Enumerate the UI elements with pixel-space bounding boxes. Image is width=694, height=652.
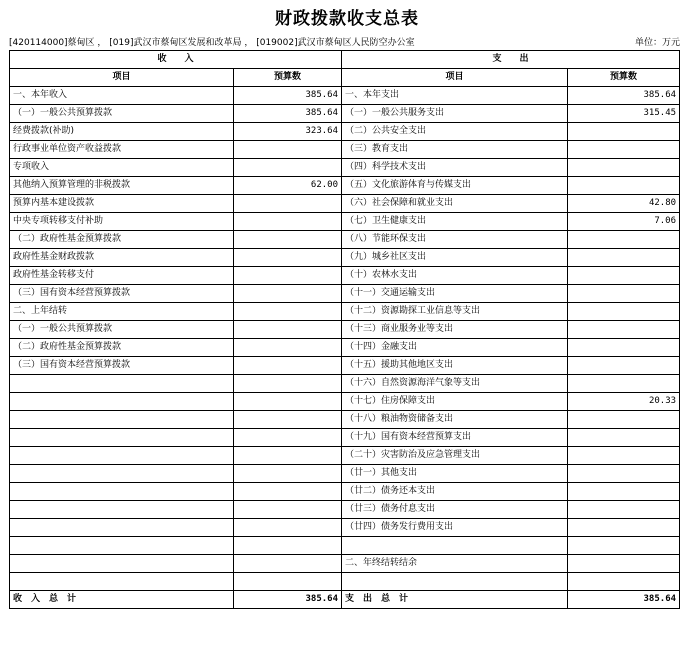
expense-value-cell xyxy=(568,285,680,303)
income-value-cell xyxy=(234,573,342,591)
expense-item-cell: （十七）住房保障支出 xyxy=(342,393,568,411)
income-item-cell xyxy=(10,375,234,393)
income-value-cell xyxy=(234,195,342,213)
expense-item-cell: （十五）援助其他地区支出 xyxy=(342,357,568,375)
table-row xyxy=(10,501,680,519)
income-value-cell xyxy=(234,249,342,267)
table-row xyxy=(10,177,680,195)
income-item-cell xyxy=(10,537,234,555)
expense-item-cell: （八）节能环保支出 xyxy=(342,231,568,249)
income-item-cell xyxy=(10,429,234,447)
income-item-cell: 政府性基金财政拨款 xyxy=(10,249,234,267)
expense-item-cell: （十八）粮油物资储备支出 xyxy=(342,411,568,429)
expense-budget-header: 预算数 xyxy=(568,69,680,87)
income-item-header: 项目 xyxy=(10,69,234,87)
table-row xyxy=(10,483,680,501)
table-row xyxy=(10,267,680,285)
table-row xyxy=(10,105,680,123)
expense-value-cell xyxy=(568,159,680,177)
expense-value-cell: 20.33 xyxy=(568,393,680,411)
table-body xyxy=(10,87,680,591)
expense-value-cell xyxy=(568,339,680,357)
income-item-cell: 其他纳入预算管理的非税拨款 xyxy=(10,177,234,195)
expense-value-cell: 42.80 xyxy=(568,195,680,213)
expense-value-cell xyxy=(568,501,680,519)
income-section-header: 收 入 xyxy=(10,51,342,69)
table-row xyxy=(10,159,680,177)
income-item-cell xyxy=(10,393,234,411)
income-item-cell: 中央专项转移支付补助 xyxy=(10,213,234,231)
expense-item-cell: （三）教育支出 xyxy=(342,141,568,159)
expense-item-cell: （廿四）债务发行费用支出 xyxy=(342,519,568,537)
expense-item-cell: （六）社会保障和就业支出 xyxy=(342,195,568,213)
income-budget-header: 预算数 xyxy=(234,69,342,87)
table-row xyxy=(10,465,680,483)
income-value-cell xyxy=(234,501,342,519)
expense-value-cell xyxy=(568,411,680,429)
income-item-cell xyxy=(10,573,234,591)
expense-item-cell: （十九）国有资本经营预算支出 xyxy=(342,429,568,447)
income-item-cell xyxy=(10,465,234,483)
income-value-cell xyxy=(234,339,342,357)
expense-item-header: 项目 xyxy=(342,69,568,87)
income-value-cell xyxy=(234,267,342,285)
expense-item-cell: 一、本年支出 xyxy=(342,87,568,105)
expense-section-header: 支 出 xyxy=(342,51,680,69)
income-total-value: 385.64 xyxy=(234,591,342,609)
income-value-cell xyxy=(234,213,342,231)
expense-value-cell: 315.45 xyxy=(568,105,680,123)
income-value-cell xyxy=(234,321,342,339)
table-row xyxy=(10,321,680,339)
expense-item-cell: （二）公共安全支出 xyxy=(342,123,568,141)
table-row xyxy=(10,249,680,267)
income-value-cell xyxy=(234,429,342,447)
income-value-cell xyxy=(234,303,342,321)
income-value-cell: 323.64 xyxy=(234,123,342,141)
table-row xyxy=(10,573,680,591)
income-item-cell xyxy=(10,447,234,465)
income-total-label: 收 入 总 计 xyxy=(10,591,234,609)
income-item-cell: （三）国有资本经营预算拨款 xyxy=(10,357,234,375)
income-item-cell: （二）政府性基金预算拨款 xyxy=(10,231,234,249)
expense-item-cell: （十）农林水支出 xyxy=(342,267,568,285)
income-value-cell: 385.64 xyxy=(234,105,342,123)
income-item-cell xyxy=(10,555,234,573)
income-item-cell xyxy=(10,501,234,519)
expense-value-cell xyxy=(568,375,680,393)
table-row xyxy=(10,231,680,249)
income-value-cell xyxy=(234,393,342,411)
income-value-cell xyxy=(234,411,342,429)
income-value-cell xyxy=(234,375,342,393)
income-value-cell xyxy=(234,159,342,177)
table-row xyxy=(10,357,680,375)
expense-item-cell: （十三）商业服务业等支出 xyxy=(342,321,568,339)
income-item-cell: 预算内基本建设拨款 xyxy=(10,195,234,213)
income-item-cell: 行政事业单位资产收益拨款 xyxy=(10,141,234,159)
expense-item-cell: 二、年终结转结余 xyxy=(342,555,568,573)
expense-value-cell xyxy=(568,249,680,267)
table-row xyxy=(10,285,680,303)
income-value-cell xyxy=(234,465,342,483)
income-item-cell: （二）政府性基金预算拨款 xyxy=(10,339,234,357)
table-row xyxy=(10,339,680,357)
expense-value-cell xyxy=(568,141,680,159)
expense-item-cell: （十二）资源勘探工业信息等支出 xyxy=(342,303,568,321)
income-value-cell xyxy=(234,447,342,465)
expense-value-cell xyxy=(568,231,680,249)
expense-value-cell xyxy=(568,303,680,321)
expense-value-cell xyxy=(568,447,680,465)
expense-value-cell xyxy=(568,519,680,537)
expense-item-cell xyxy=(342,537,568,555)
income-value-cell xyxy=(234,357,342,375)
income-item-cell: 二、上年结转 xyxy=(10,303,234,321)
income-item-cell xyxy=(10,519,234,537)
income-value-cell xyxy=(234,141,342,159)
income-value-cell xyxy=(234,537,342,555)
income-value-cell xyxy=(234,483,342,501)
income-item-cell: 一、本年收入 xyxy=(10,87,234,105)
table-row xyxy=(10,303,680,321)
table-row xyxy=(10,411,680,429)
total-row xyxy=(10,591,680,609)
expense-value-cell xyxy=(568,123,680,141)
expense-item-cell: （二十）灾害防治及应急管理支出 xyxy=(342,447,568,465)
expense-value-cell: 385.64 xyxy=(568,87,680,105)
income-item-cell xyxy=(10,411,234,429)
table-row xyxy=(10,429,680,447)
expense-item-cell: （四）科学技术支出 xyxy=(342,159,568,177)
expense-value-cell xyxy=(568,483,680,501)
table-row xyxy=(10,375,680,393)
income-value-cell xyxy=(234,285,342,303)
expense-value-cell xyxy=(568,267,680,285)
expense-item-cell: （九）城乡社区支出 xyxy=(342,249,568,267)
income-value-cell: 62.00 xyxy=(234,177,342,195)
table-row xyxy=(10,87,680,105)
expense-item-cell: （七）卫生健康支出 xyxy=(342,213,568,231)
income-item-cell: 专项收入 xyxy=(10,159,234,177)
expense-item-cell: （一）一般公共服务支出 xyxy=(342,105,568,123)
table-row xyxy=(10,537,680,555)
table-row xyxy=(10,393,680,411)
income-item-cell xyxy=(10,483,234,501)
table-row xyxy=(10,519,680,537)
income-item-cell: （三）国有资本经营预算拨款 xyxy=(10,285,234,303)
expense-item-cell: （廿二）债务还本支出 xyxy=(342,483,568,501)
expense-item-cell: （十一）交通运输支出 xyxy=(342,285,568,303)
expense-value-cell xyxy=(568,357,680,375)
expense-total-value: 385.64 xyxy=(568,591,680,609)
income-item-cell: 政府性基金转移支付 xyxy=(10,267,234,285)
expense-value-cell xyxy=(568,573,680,591)
income-value-cell xyxy=(234,231,342,249)
expense-value-cell xyxy=(568,177,680,195)
expense-item-cell: （廿三）债务付息支出 xyxy=(342,501,568,519)
expense-value-cell: 7.06 xyxy=(568,213,680,231)
table-row xyxy=(10,123,680,141)
table-row xyxy=(10,195,680,213)
expense-value-cell xyxy=(568,555,680,573)
budget-summary-table xyxy=(9,50,680,609)
table-row xyxy=(10,213,680,231)
income-item-cell: （一）一般公共预算拨款 xyxy=(10,321,234,339)
expense-value-cell xyxy=(568,321,680,339)
expense-item-cell xyxy=(342,573,568,591)
expense-item-cell: （廿一）其他支出 xyxy=(342,465,568,483)
expense-value-cell xyxy=(568,429,680,447)
expense-value-cell xyxy=(568,537,680,555)
unit-label: 单位：万元 xyxy=(634,38,680,48)
table-row xyxy=(10,141,680,159)
expense-item-cell: （五）文化旅游体育与传媒支出 xyxy=(342,177,568,195)
income-value-cell xyxy=(234,555,342,573)
expense-total-label: 支 出 总 计 xyxy=(342,591,568,609)
income-value-cell xyxy=(234,519,342,537)
income-item-cell: （一）一般公共预算拨款 xyxy=(10,105,234,123)
page-title: 财政拨款收支总表 xyxy=(275,9,419,29)
table-row xyxy=(10,447,680,465)
expense-item-cell: （十四）金融支出 xyxy=(342,339,568,357)
unit-info: [420114000]蔡甸区 ， [019]武汉市蔡甸区发展和改革局 ， [019002]武汉市蔡甸区人民防空办公室 xyxy=(9,38,415,48)
expense-value-cell xyxy=(568,465,680,483)
income-item-cell: 经费拨款(补助) xyxy=(10,123,234,141)
table-row xyxy=(10,555,680,573)
expense-item-cell: （十六）自然资源海洋气象等支出 xyxy=(342,375,568,393)
income-value-cell: 385.64 xyxy=(234,87,342,105)
